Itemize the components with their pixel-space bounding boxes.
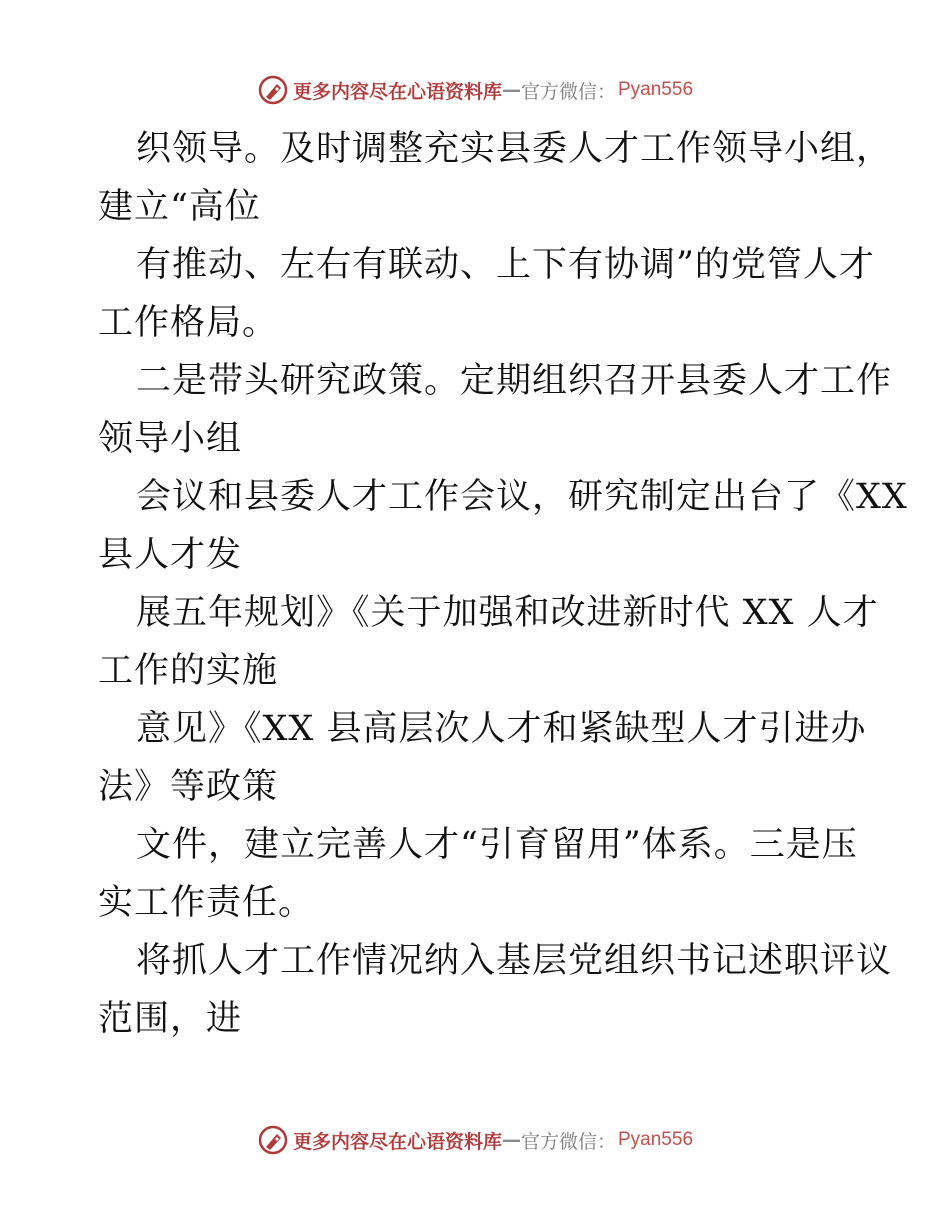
document-body	[98, 120, 908, 1048]
footer-wechat-label: 官方微信：	[520, 1130, 616, 1153]
footer-wechat-id: Pyan556	[618, 1129, 694, 1150]
header-wechat-id: Pyan556	[618, 79, 694, 100]
body-line: 领导小组	[98, 419, 243, 459]
body-line: 展五年规划》《关于加强和改进新时代 XX 人才	[136, 593, 879, 633]
body-line: 文件，建立完善人才“引育留用”体系。三是压	[136, 825, 858, 865]
body-line: 法》等政策	[98, 767, 279, 807]
body-line: 范围，进	[98, 999, 243, 1039]
body-line: 工作格局。	[98, 303, 279, 343]
footer-dash: —	[501, 1129, 521, 1151]
footer-site-name: 更多内容尽在心语资料库	[292, 1130, 502, 1153]
body-line: 二是带头研究政策。定期组织召开县委人才工作	[136, 361, 893, 401]
body-line: 建立“高位	[98, 187, 261, 227]
body-line: 会议和县委人才工作会议，研究制定出台了《XX	[136, 477, 908, 517]
body-line: 织领导。及时调整充实县委人才工作领导小组，	[136, 129, 893, 169]
header-banner	[0, 70, 950, 110]
body-line: 工作的实施	[98, 651, 279, 691]
header-wechat-label: 官方微信：	[520, 80, 616, 103]
pen-nib-logo-icon	[257, 1124, 289, 1156]
body-line: 实工作责任。	[98, 883, 315, 923]
body-line: 有推动、左右有联动、上下有协调”的党管人才	[136, 245, 875, 285]
body-line: 将抓人才工作情况纳入基层党组织书记述职评议	[136, 941, 893, 981]
header-dash: —	[501, 79, 521, 101]
footer-banner	[0, 1120, 950, 1160]
pen-nib-logo-icon	[257, 74, 289, 106]
body-line: 意见》《XX 县高层次人才和紧缺型人才引进办	[136, 709, 867, 749]
header-site-name: 更多内容尽在心语资料库	[292, 80, 502, 103]
body-line: 县人才发	[98, 535, 243, 575]
